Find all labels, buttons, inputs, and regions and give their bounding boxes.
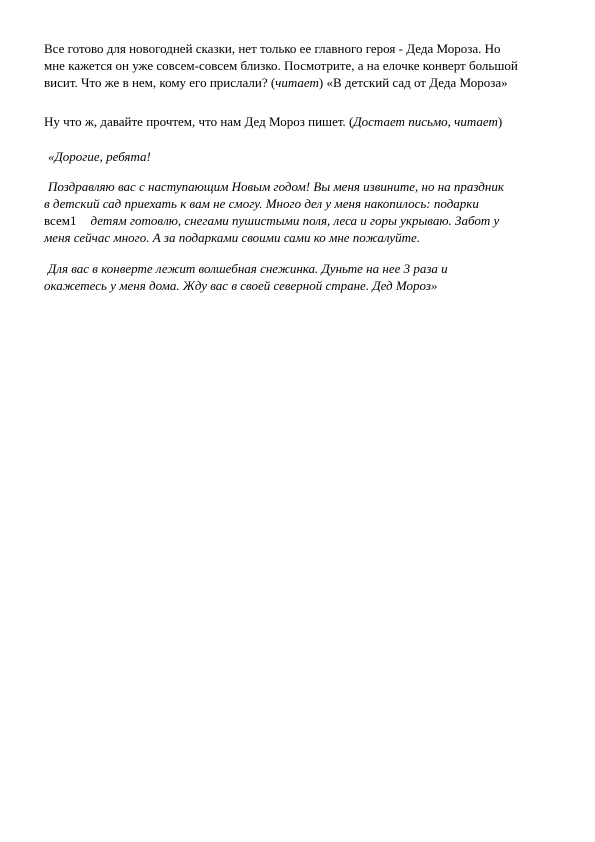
letter-body xyxy=(44,178,560,246)
intro-line-1: Все готово для новогодней сказки, нет только ее главного героя - Деда Мороза. Но xyxy=(44,41,501,56)
letter-line-2: в детский сад приехать к вам не смогу. Много дел у меня накопилось: подарки xyxy=(44,196,479,211)
letter-line-4: меня сейчас много. А за подарками своими сами ко мне пожалуйте. xyxy=(44,230,421,245)
letter-greeting: «Дорогие, ребята! xyxy=(48,149,151,164)
envelope-title: ) «В детский сад от Деда Мороза» xyxy=(318,75,508,90)
reading-end: ) xyxy=(497,114,503,129)
reading-line xyxy=(44,113,560,130)
letter-line-3 xyxy=(44,212,560,229)
intro-paragraph xyxy=(44,40,560,91)
letter-prefix: всем1 xyxy=(44,213,77,228)
intro-line-2: мне кажется он уже совсем-совсем близко. Посмотрите, а на елочке конверт большой xyxy=(44,58,518,73)
reading-paragraph xyxy=(44,113,560,130)
closing-line-2: окажетесь у меня дома. Жду вас в своей северной стране. Дед Мороз» xyxy=(44,278,438,293)
letter-line-1: Поздравляю вас с наступающим Новым годом! Вы меня извините, но на праздник xyxy=(48,179,504,194)
intro-line-3 xyxy=(44,74,560,91)
stage-direction: Достает письмо, читает xyxy=(353,114,498,129)
intro-text: висит. Что же в нем, кому его прислали? ( xyxy=(44,75,276,90)
closing-line-1: Для вас в конверте лежит волшебная снежинка. Дуньте на нее 3 раза и xyxy=(48,261,448,276)
reading-text: Ну что ж, давайте прочтем, что нам Дед Мороз пишет. ( xyxy=(44,114,354,129)
stage-direction: читает xyxy=(275,75,319,90)
letter-line-3-text: детям готовлю, снегами пушистыми поля, леса и горы укрываю. Забот у xyxy=(90,213,500,228)
letter-closing xyxy=(44,260,560,294)
